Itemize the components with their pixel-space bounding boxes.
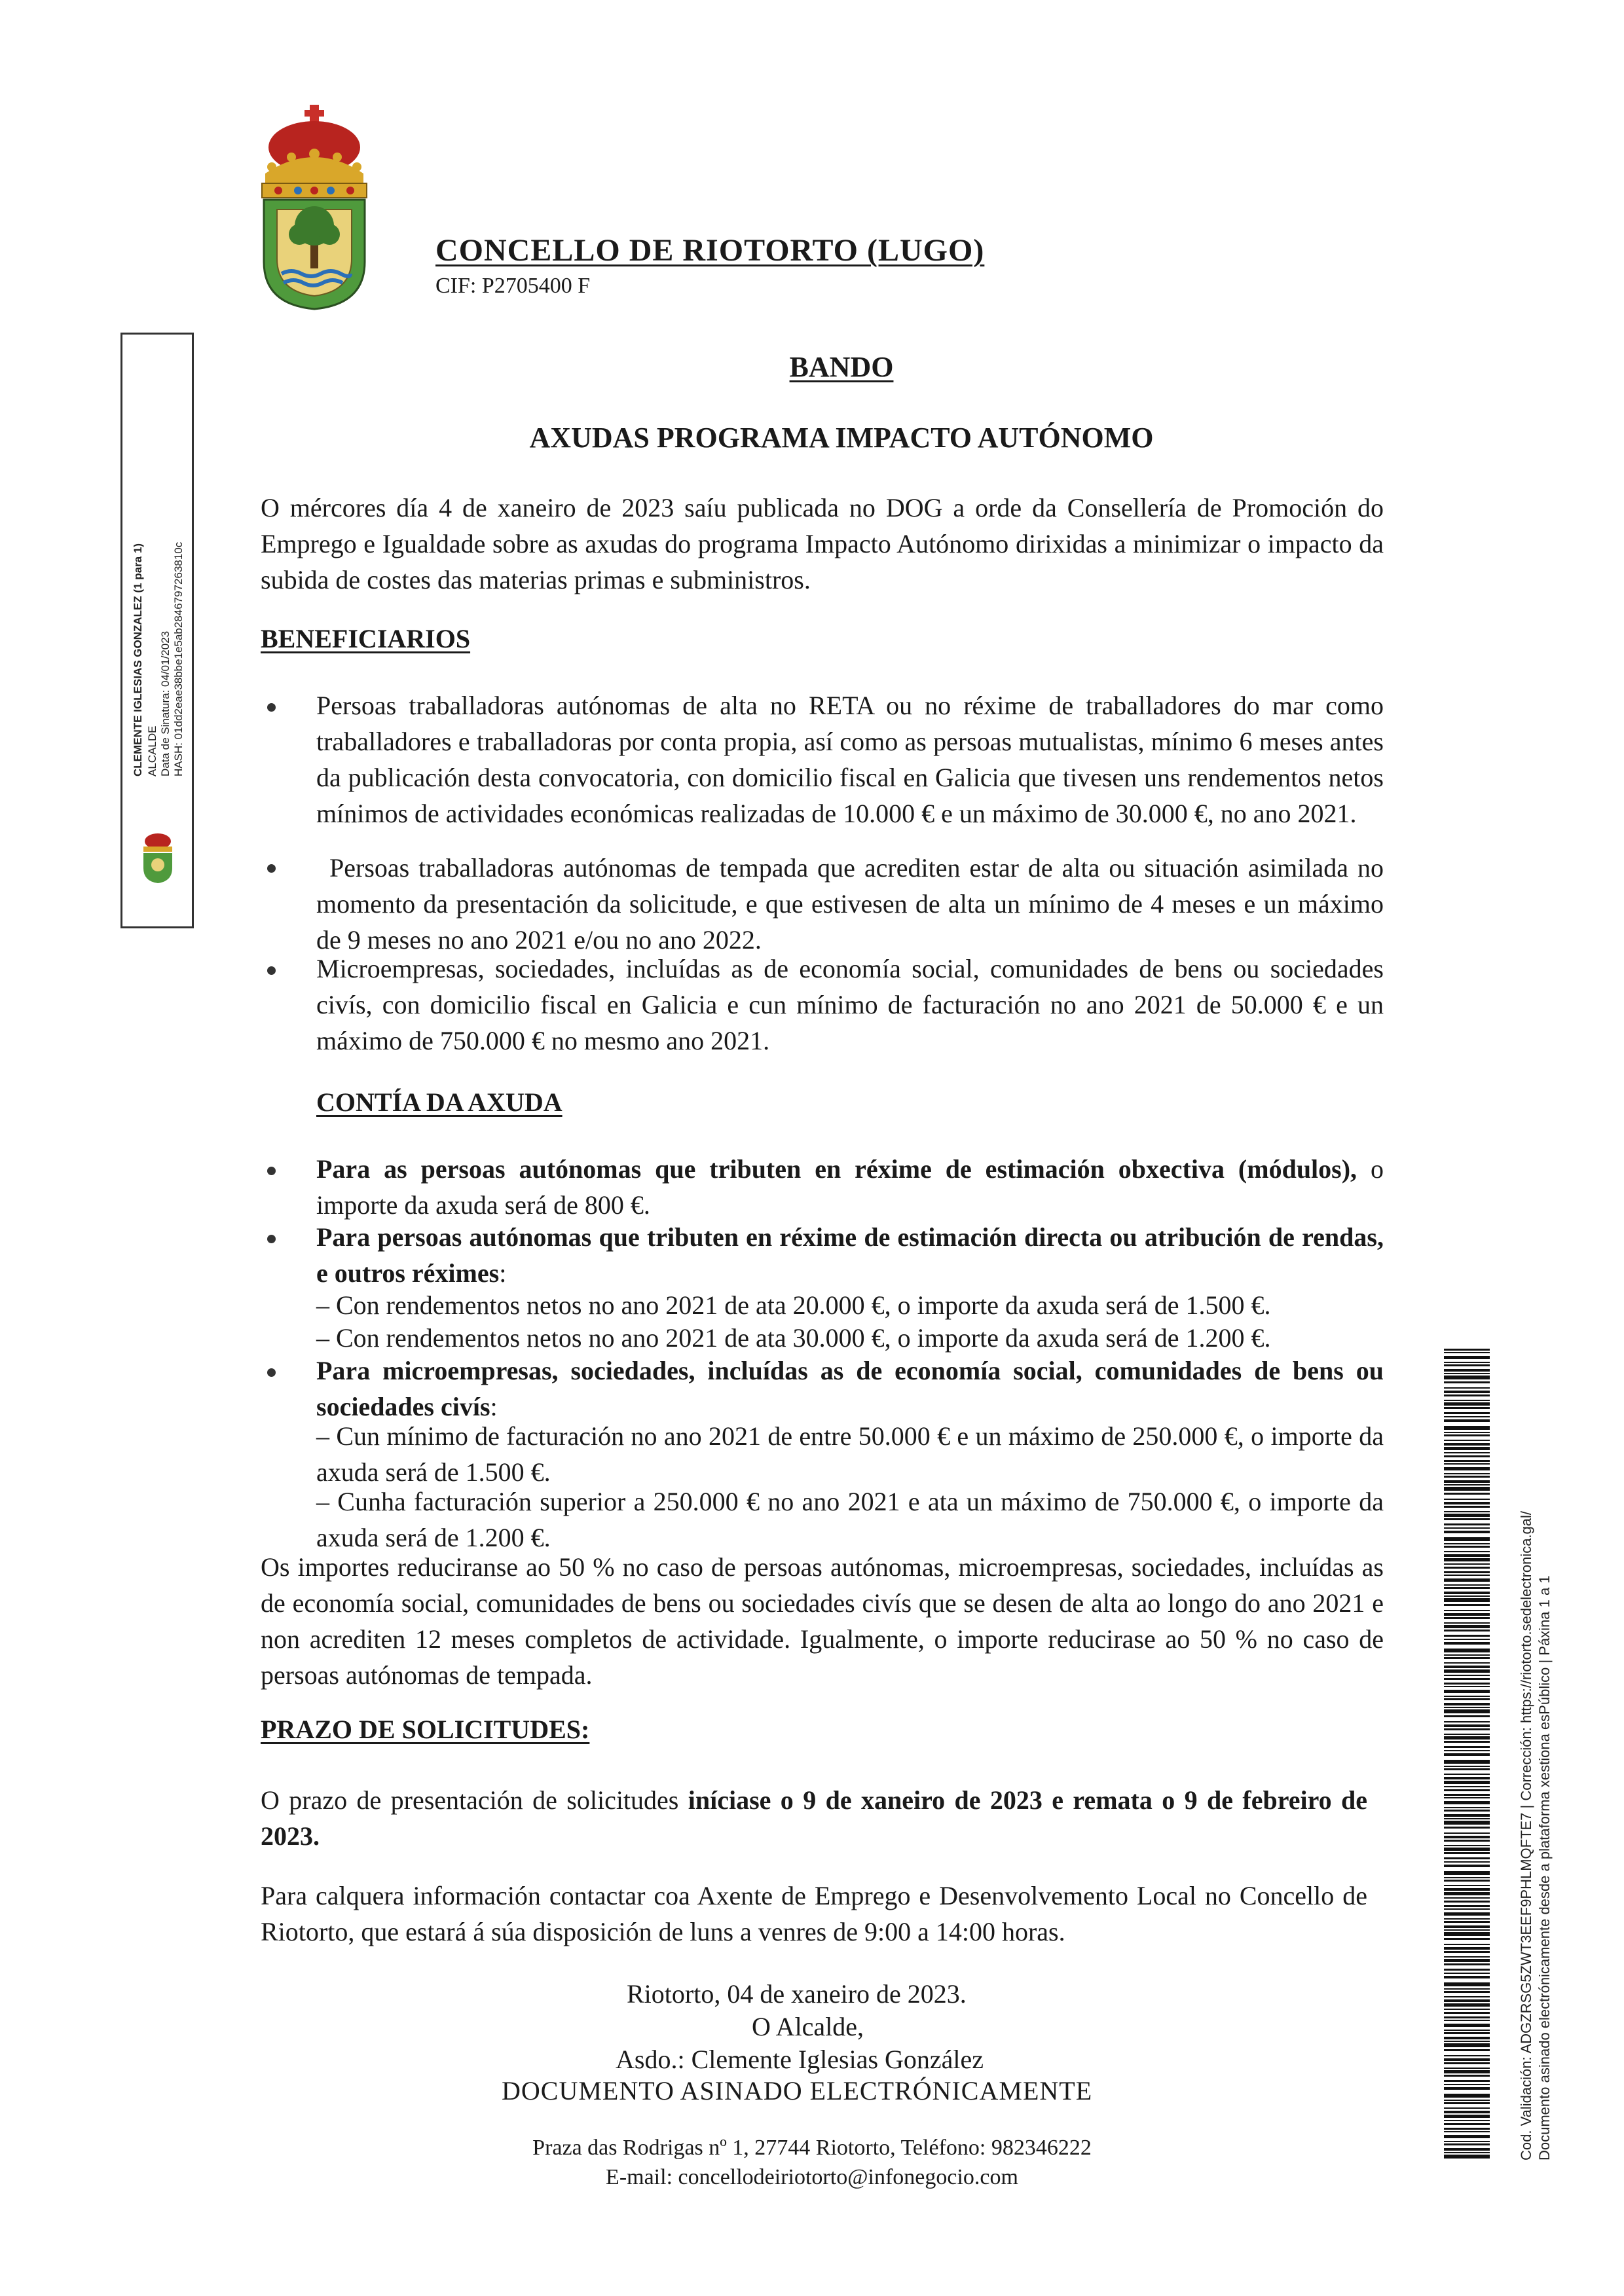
barcode-bar (1444, 1840, 1490, 1842)
barcode-bar (1444, 1349, 1490, 1351)
footer-email: E-mail: concellodeiriotorto@infonegocio.com (606, 2165, 1018, 2189)
barcode-bar (1444, 1419, 1490, 1422)
barcode-bar (1444, 1690, 1490, 1693)
barcode-bar (1444, 1373, 1490, 1374)
council-title: CONCELLO DE RIOTORTO (LUGO) (435, 233, 985, 268)
barcode-bar (1444, 1558, 1490, 1561)
barcode-bar (1444, 1696, 1490, 1697)
barcode-bar (1444, 1814, 1490, 1817)
barcode-bar (1444, 1709, 1490, 1713)
barcode-bar (1444, 2041, 1490, 2042)
barcode-bar (1444, 1639, 1490, 1640)
barcode-bar (1444, 1657, 1490, 1659)
barcode-bar (1444, 1810, 1490, 1812)
barcode-bar (1444, 1610, 1490, 1611)
barcode-bar (1444, 1587, 1490, 1589)
contia-item-3-bold: Para microempresas, sociedades, incluídas as de economía social, comunidades de bens ou sociedades civís (316, 1356, 1384, 1421)
barcode-bar (1444, 1956, 1490, 1958)
barcode-bar (1444, 1947, 1490, 1950)
barcode-bar (1444, 2037, 1490, 2039)
barcode-bar (1444, 1467, 1490, 1470)
barcode-bar (1444, 1666, 1490, 1668)
barcode-bar (1444, 2030, 1490, 2031)
barcode-bar (1444, 1821, 1490, 1825)
barcode-bar (1444, 1362, 1490, 1363)
barcode-bar (1444, 1440, 1490, 1441)
barcode-bar (1444, 1925, 1490, 1928)
contia-item-3 (316, 1353, 1384, 1425)
prazo-dates: iníciase o 9 de xaneiro de 2023 e remata o 9 de febreiro de 2023. (261, 1785, 1368, 1851)
barcode-bar (1444, 1584, 1490, 1586)
stamp-hash: HASH: 01dd2eae38bbe1e5ab2846797263810c (172, 541, 185, 776)
barcode-bar (1444, 1537, 1490, 1541)
barcode-bar (1444, 2100, 1490, 2101)
contia-item-1-bold: Para as persoas autónomas que tributen en réxime de estimación obxectiva (módulos), (316, 1154, 1357, 1184)
barcode-bar (1444, 1786, 1490, 1787)
barcode-bar (1444, 1885, 1490, 1886)
barcode-bar (1444, 2111, 1490, 2113)
barcode-bar (1444, 1546, 1490, 1548)
barcode-bar (1444, 2003, 1490, 2007)
contia-item-2 (316, 1219, 1384, 1291)
beneficiarios-heading: BENEFICIARIOS (261, 624, 471, 653)
bullet-icon (267, 1368, 276, 1377)
barcode-bar (1444, 1789, 1490, 1791)
barcode-bar (1444, 2080, 1490, 2082)
barcode-bar (1444, 1929, 1490, 1931)
barcode-bar (1444, 1686, 1490, 1687)
barcode-bar (1444, 1746, 1490, 1748)
contia-sub-3: – Cun mínimo de facturación no ano 2021 de entre 50.000 € e un máximo de 250.000 €, o importe da axuda será de 1.500 €. (316, 1421, 1384, 1487)
barcode-bar (1444, 2148, 1490, 2151)
barcode-bar (1444, 1669, 1490, 1673)
barcode-bar (1444, 1988, 1490, 1990)
barcode-bar (1444, 1982, 1490, 1986)
barcode-bar (1444, 2131, 1490, 2132)
barcode-bar (1444, 2087, 1490, 2090)
barcode-bar (1444, 1567, 1490, 1569)
barcode-bar (1444, 1901, 1490, 1903)
barcode-bar (1444, 1578, 1490, 1582)
bullet-icon (267, 1235, 276, 1243)
barcode-bar (1444, 2094, 1490, 2098)
prazo-heading: PRAZO DE SOLICITUDES: (261, 1715, 590, 1744)
barcode-bar (1444, 1518, 1490, 1520)
barcode-bar (1444, 1750, 1490, 1751)
barcode-bar (1444, 2107, 1490, 2109)
bullet-icon (267, 1167, 276, 1175)
barcode-bar (1444, 1807, 1490, 1808)
barcode-bar (1444, 1412, 1490, 1414)
barcode-bar (1444, 1698, 1490, 1700)
barcode-bar (1444, 2084, 1490, 2085)
barcode-bar (1444, 1407, 1490, 1409)
barcode-bar (1444, 2068, 1490, 2069)
barcode-bar (1444, 1487, 1490, 1491)
barcode-bar (1444, 1852, 1490, 1854)
barcode-bar (1444, 1642, 1490, 1645)
barcode-bar (1444, 1604, 1490, 1606)
barcode-bar (1444, 2024, 1490, 2027)
barcode-bar (1444, 1460, 1490, 1462)
barcode-bar (1444, 1932, 1490, 1936)
barcode-bar (1444, 1938, 1490, 1940)
barcode-bar (1444, 1630, 1490, 1631)
contia-item-2-text: : (499, 1258, 507, 1288)
barcode-bar (1444, 1514, 1490, 1517)
barcode-bar (1444, 1678, 1490, 1680)
bullet-icon (267, 864, 276, 873)
prazo-prefix: O prazo de presentación de solicitudes (261, 1785, 688, 1815)
barcode-bar (1444, 1499, 1490, 1500)
barcode-bar (1444, 2020, 1490, 2021)
barcode-bar (1444, 1381, 1490, 1383)
contia-item-3-text: : (490, 1392, 498, 1421)
contia-item-2-bold: Para persoas autónomas que tributen en réxime de estimación directa ou atribución de rendas, e outros réximes (316, 1222, 1384, 1288)
barcode-bar (1444, 1871, 1490, 1875)
signer-name: Asdo.: Clemente Iglesias González (616, 2045, 984, 2074)
contia-item-1 (316, 1151, 1384, 1223)
place-date: Riotorto, 04 de xaneiro de 2023. (627, 1979, 967, 2009)
bullet-icon (267, 966, 276, 975)
barcode-bar (1444, 1944, 1490, 1945)
barcode-bar (1444, 1387, 1490, 1389)
barcode-bar (1444, 1635, 1490, 1637)
bando-heading: BANDO (789, 351, 894, 383)
barcode-bar (1444, 1707, 1490, 1708)
barcode-bar (1444, 2009, 1490, 2010)
bullet-icon (267, 703, 276, 712)
barcode-bar (1444, 1996, 1490, 1997)
stamp-role: ALCALDE (146, 725, 158, 776)
barcode-bar (1444, 1391, 1490, 1393)
cif: CIF: P2705400 F (435, 274, 591, 298)
contia-item-1-text: o importe da axuda será de 800 €. (316, 1154, 1384, 1220)
barcode-bar (1444, 2143, 1490, 2145)
barcode-bar (1444, 2102, 1490, 2104)
stamp-date: Data de Sinatura: 04/01/2023 (159, 630, 172, 776)
barcode-bar (1444, 1531, 1490, 1533)
barcode-bar (1444, 1781, 1490, 1784)
barcode-bar (1444, 2123, 1490, 2125)
barcode-bar (1444, 1963, 1490, 1965)
barcode-bar (1444, 1592, 1490, 1594)
barcode-bar (1444, 1493, 1490, 1495)
barcode-bar (1444, 1452, 1490, 1453)
barcode-bar (1444, 1511, 1490, 1512)
barcode-bar (1444, 1617, 1490, 1619)
barcode-bar (1444, 1473, 1490, 1474)
barcode-bar (1444, 1703, 1490, 1705)
barcode-bar (1444, 1675, 1490, 1676)
barcode-bar (1444, 1827, 1490, 1829)
beneficiario-item-3: Microempresas, sociedades, incluídas as de economía social, comunidades de bens ou sociedades civís, con domicilio fiscal en Galicia e cun mínimo de facturación no ano 2021 de 50.000 € e un máximo de 750.000 € no mesmo ano 2021. (316, 954, 1384, 1055)
barcode-bar (1444, 1563, 1490, 1565)
intro-paragraph: O mércores día 4 de xaneiro de 2023 saíu publicada no DOG a orde da Consellería de Promoción do Emprego e Igualdade sobre as axudas do programa Impacto Autónomo dirixidas a minimizar o impacto da subida de costes das materias primas e subministros. (261, 493, 1384, 594)
barcode-bar (1444, 1973, 1490, 1974)
barcode-bar (1444, 1991, 1490, 1993)
barcode-bar (1444, 1715, 1490, 1717)
barcode-bar (1444, 1766, 1490, 1767)
barcode-bar (1444, 1394, 1490, 1396)
barcode-bar (1444, 1857, 1490, 1859)
barcode-bar (1444, 2049, 1490, 2051)
barcode-bar (1444, 1376, 1490, 1379)
barcode-bar (1444, 2016, 1490, 2018)
barcode-bar (1444, 1625, 1490, 1628)
barcode-bar (1444, 1845, 1490, 1846)
reduction-paragraph: Os importes reduciranse ao 50 % no caso de persoas autónomas, microempresas, sociedades, incluídas as de economía social, comunidades de bens ou sociedades civís que se desen de alta ao longo do ano 2021 e non acrediten 12 meses completos de actividade. Igualmente, o importe reducirase ao 50 % no caso de persoas autónomas de tempada. (261, 1552, 1384, 1690)
barcode-bar (1444, 1551, 1490, 1552)
validation-barcode (1444, 1349, 1490, 2160)
barcode-bar (1444, 1364, 1490, 1366)
barcode-bar (1444, 1753, 1490, 1756)
barcode-bar (1444, 1613, 1490, 1616)
barcode-bar (1444, 1880, 1490, 1882)
barcode-bar (1444, 2155, 1490, 2159)
contia-sub-4: – Cunha facturación superior a 250.000 € no ano 2021 e ata un máximo de 750.000 €, o importe da axuda será de 1.200 €. (316, 1487, 1384, 1552)
barcode-bar (1444, 2120, 1490, 2121)
barcode-bar (1444, 1959, 1490, 1962)
barcode-bar (1444, 1400, 1490, 1401)
contia-sub-1: – Con rendementos netos no ano 2021 de ata 20.000 €, o importe da axuda será de 1.500 €. (316, 1290, 1271, 1320)
barcode-bar (1444, 1888, 1490, 1891)
barcode-bar (1444, 1352, 1490, 1353)
barcode-bar (1444, 1777, 1490, 1779)
barcode-bar (1444, 1649, 1490, 1652)
barcode-bar (1444, 1832, 1490, 1834)
signer-role: O Alcalde, (752, 2012, 864, 2041)
stamp-signer: CLEMENTE IGLESIAS GONZALEZ (1 para 1) (132, 543, 144, 776)
barcode-bar (1444, 1484, 1490, 1485)
barcode-bar (1444, 1794, 1490, 1796)
barcode-bar (1444, 1432, 1490, 1433)
validation-platform-text: Documento asinado electrónicamente desde a plataforma xestiona esPúblico | Páxina 1 a 1 (1536, 1575, 1553, 2160)
barcode-bar (1444, 1912, 1490, 1916)
barcode-bar (1444, 2043, 1490, 2047)
barcode-bar (1444, 2141, 1490, 2142)
stamp-coat-of-arms-icon (138, 832, 177, 884)
barcode-bar (1444, 1463, 1490, 1465)
barcode-bar (1444, 1797, 1490, 1798)
barcode-bar (1444, 1523, 1490, 1525)
barcode-bar (1444, 2070, 1490, 2073)
barcode-bar (1444, 1728, 1490, 1730)
barcode-bar (1444, 1921, 1490, 1923)
barcode-bar (1444, 1818, 1490, 1819)
barcode-bar (1444, 2115, 1490, 2118)
barcode-bar (1444, 1434, 1490, 1436)
beneficiario-item-2: Persoas traballadoras autónomas de tempada que acrediten estar de alta ou situación asimilada no momento da presentación da solicitude, e que estivesen de alta un mínimo de 4 meses e un máximo de 9 meses no ano 2021 e/ou no ano 2022. (316, 853, 1384, 955)
barcode-bar (1444, 1502, 1490, 1504)
barcode-bar (1444, 1369, 1490, 1372)
barcode-bar (1444, 1848, 1490, 1851)
barcode-bar (1444, 1476, 1490, 1478)
barcode-bar (1444, 1976, 1490, 1978)
barcode-bar (1444, 1897, 1490, 1899)
barcode-bar (1444, 2128, 1490, 2130)
barcode-bar (1444, 2012, 1490, 2014)
barcode-bar (1444, 1734, 1490, 1735)
barcode-bar (1444, 1836, 1490, 1838)
barcode-bar (1444, 1402, 1490, 1406)
prazo-paragraph (261, 1782, 1367, 1854)
barcode-bar (1444, 1760, 1490, 1764)
barcode-bar (1444, 1905, 1490, 1907)
barcode-bar (1444, 1571, 1490, 1573)
barcode-bar (1444, 1861, 1490, 1863)
barcode-bar (1444, 2152, 1490, 2153)
barcode-bar (1444, 1865, 1490, 1867)
barcode-bar (1444, 1443, 1490, 1446)
barcode-bar (1444, 1595, 1490, 1597)
barcode-bar (1444, 1774, 1490, 1775)
barcode-bar (1444, 1662, 1490, 1664)
validation-code-text: Cod. Validación: ADGZRSG5ZWT3EEF9PHLMQFTE7 | Corrección: https://riotorto.sedelectronica.gal/ (1518, 1510, 1534, 2160)
barcode-bar (1444, 1455, 1490, 1457)
barcode-bar (1444, 1721, 1490, 1722)
barcode-bar (1444, 1416, 1490, 1417)
barcode-bar (1444, 1951, 1490, 1953)
contia-heading: CONTÍA DA AXUDA (316, 1087, 563, 1117)
barcode-bar (1444, 1736, 1490, 1740)
barcode-bar (1444, 1426, 1490, 1430)
barcode-bar (1444, 1480, 1490, 1483)
subject-heading: AXUDAS PROGRAMA IMPACTO AUTÓNOMO (529, 422, 1154, 454)
barcode-bar (1444, 1801, 1490, 1804)
barcode-bar (1444, 1877, 1490, 1878)
barcode-bar (1444, 1741, 1490, 1743)
contia-sub-2: – Con rendementos netos no ano 2021 de ata 30.000 €, o importe da axuda será de 1.200 €. (316, 1323, 1271, 1353)
barcode-bar (1444, 1543, 1490, 1544)
footer-address: Praza das Rodrigas nº 1, 27744 Riotorto, Teléfono: 982346222 (532, 2136, 1092, 2160)
signed-note: DOCUMENTO ASINADO ELECTRÓNICAMENTE (502, 2076, 1093, 2105)
barcode-bar (1444, 1554, 1490, 1557)
barcode-bar (1444, 2075, 1490, 2077)
barcode-bar (1444, 1724, 1490, 1727)
barcode-bar (1444, 1683, 1490, 1685)
barcode-bar (1444, 2055, 1490, 2056)
barcode-bar (1444, 1768, 1490, 1770)
barcode-bar (1444, 1447, 1490, 1450)
barcode-bar (1444, 1622, 1490, 1624)
barcode-bar (1444, 2135, 1490, 2138)
barcode-bar (1444, 2062, 1490, 2064)
barcode-bar (1444, 1356, 1490, 1359)
barcode-bar (1444, 1969, 1490, 1971)
barcode-bar (1444, 1654, 1490, 1656)
coat-of-arms-logo (252, 105, 377, 311)
info-paragraph: Para calquera información contactar coa Axente de Emprego e Desenvolvemento Local no Concello de Riotorto, que estará á súa disposición de luns a venres de 9:00 a 14:00 horas. (261, 1881, 1367, 1946)
barcode-bar (1444, 1999, 1490, 2002)
barcode-bar (1444, 1918, 1490, 1920)
barcode-bar (1444, 2058, 1490, 2061)
barcode-bar (1444, 2032, 1490, 2034)
barcode-bar (1444, 1506, 1490, 1508)
barcode-bar (1444, 1575, 1490, 1576)
barcode-bar (1444, 1892, 1490, 1895)
barcode-bar (1444, 1598, 1490, 1602)
beneficiario-item-1: Persoas traballadoras autónomas de alta no RETA ou no réxime de traballadores do mar como traballadores e traballadoras por conta propia, así como as persoas mutualistas, mínimo 6 meses antes da publicación desta convocatoria, con domicilio fiscal en Galicia que tivesen uns rendementos netos mínimos de actividades económicas realizadas de 10.000 € e un máximo de 30.000 €, no ano 2021. (316, 691, 1384, 828)
barcode-bar (1444, 1527, 1490, 1529)
barcode-bar (1444, 1908, 1490, 1910)
